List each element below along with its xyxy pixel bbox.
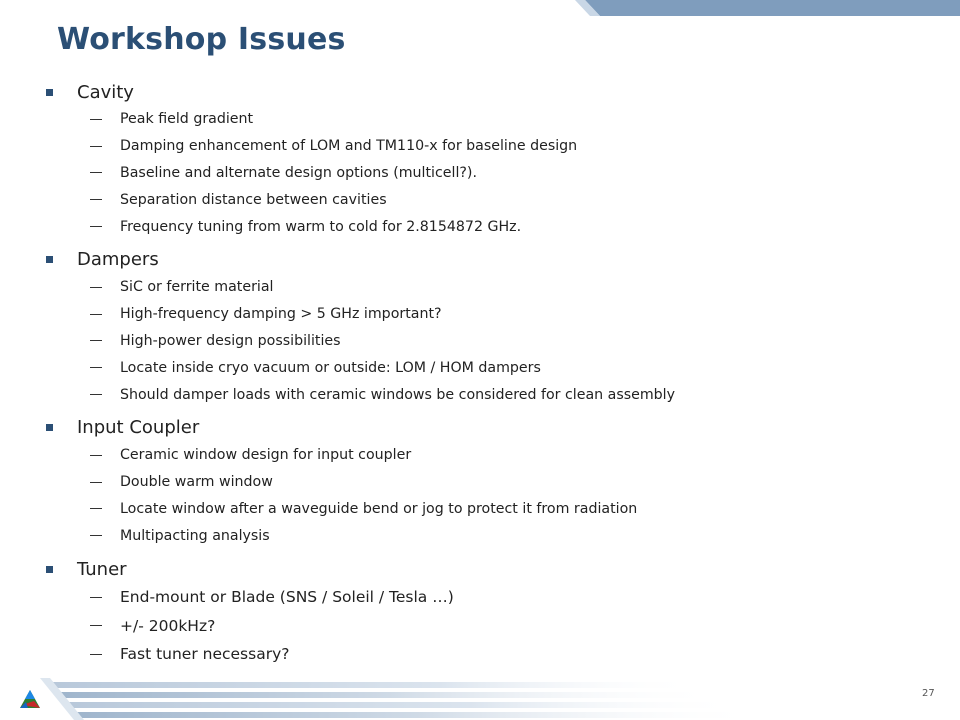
dash-icon	[90, 340, 102, 341]
section-heading: Dampers	[77, 249, 159, 271]
dash-icon	[90, 654, 102, 655]
dash-icon	[90, 172, 102, 173]
section-dampers	[44, 246, 924, 408]
list-item: Peak field gradient	[44, 106, 924, 133]
section-input-coupler	[44, 414, 924, 549]
dash-icon	[90, 146, 102, 147]
list-item: Should damper loads with ceramic windows be considered for clean assembly	[44, 381, 924, 408]
triangle-logo-icon	[20, 690, 40, 708]
list-item: Ceramic window design for input coupler	[44, 442, 924, 469]
sub-list	[44, 583, 924, 669]
dash-icon	[90, 455, 102, 456]
dash-icon	[90, 119, 102, 120]
dash-icon	[90, 508, 102, 509]
dash-icon	[90, 394, 102, 395]
square-bullet-icon	[46, 256, 53, 263]
list-item: Damping enhancement of LOM and TM110-x for baseline design	[44, 133, 924, 160]
list-item: Locate inside cryo vacuum or outside: LOM / HOM dampers	[44, 354, 924, 381]
list-item: Multipacting analysis	[44, 522, 924, 549]
dash-icon	[90, 287, 102, 288]
sub-list	[44, 106, 924, 240]
list-item: Separation distance between cavities	[44, 186, 924, 213]
footer-band	[0, 674, 960, 720]
list-item: High-frequency damping > 5 GHz important?	[44, 301, 924, 328]
list-item: High-power design possibilities	[44, 328, 924, 355]
list-item: Frequency tuning from warm to cold for 2.8154872 GHz.	[44, 213, 924, 240]
list-item: Locate window after a waveguide bend or jog to protect it from radiation	[44, 496, 924, 523]
dash-icon	[90, 597, 102, 598]
list-item: Double warm window	[44, 469, 924, 496]
list-item: SiC or ferrite material	[44, 274, 924, 301]
sub-list	[44, 442, 924, 549]
page-number: 27	[922, 688, 935, 699]
section-heading: Input Coupler	[77, 417, 200, 439]
dash-icon	[90, 226, 102, 227]
section-heading: Cavity	[77, 81, 134, 103]
dash-icon	[90, 199, 102, 200]
list-item: Baseline and alternate design options (multicell?).	[44, 160, 924, 187]
list-item: +/- 200kHz?	[44, 612, 924, 641]
slide-content	[44, 78, 924, 675]
square-bullet-icon	[46, 89, 53, 96]
dash-icon	[90, 314, 102, 315]
section-heading: Tuner	[77, 558, 127, 580]
section-tuner	[44, 555, 924, 669]
sub-list	[44, 274, 924, 408]
dash-icon	[90, 625, 102, 626]
list-item: Fast tuner necessary?	[44, 640, 924, 669]
header-band	[0, 0, 960, 16]
dash-icon	[90, 482, 102, 483]
section-cavity	[44, 78, 924, 240]
dash-icon	[90, 535, 102, 536]
square-bullet-icon	[46, 566, 53, 573]
slide-title: Workshop Issues	[57, 22, 346, 57]
list-item: End-mount or Blade (SNS / Soleil / Tesla …)	[44, 583, 924, 612]
square-bullet-icon	[46, 424, 53, 431]
dash-icon	[90, 367, 102, 368]
